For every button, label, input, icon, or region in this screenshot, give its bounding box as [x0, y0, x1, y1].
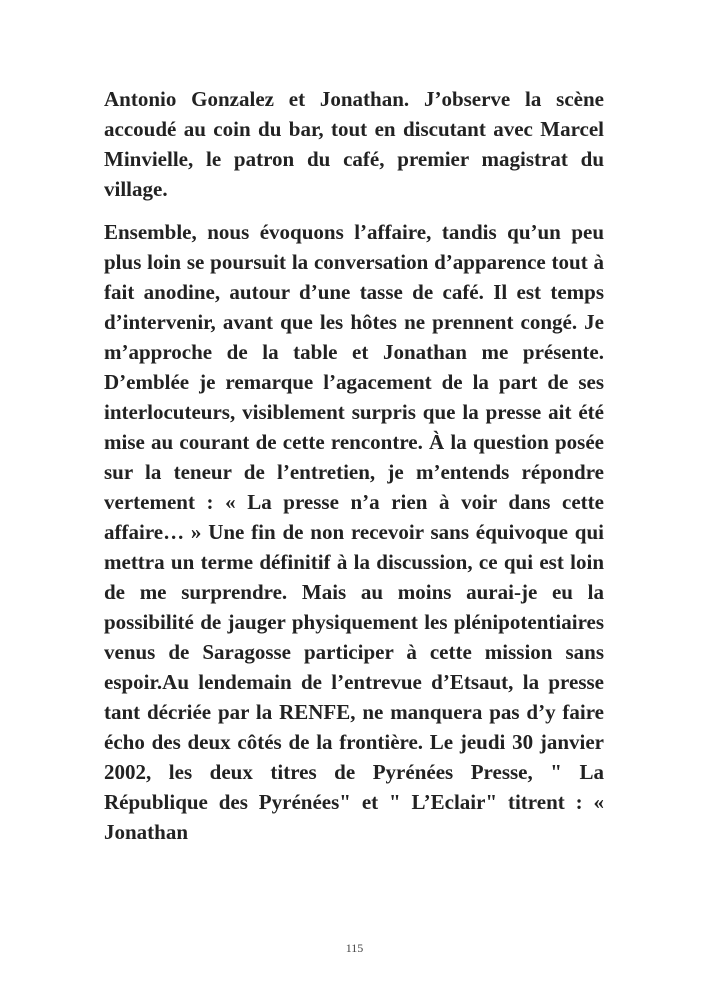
page-number: 115: [345, 941, 364, 955]
paragraph-2: Ensemble, nous évoquons l’affaire, tandis qu’un peu plus loin se poursuit la conversation d’apparence tout à fait anodine, autour d’une tasse de café. Il est temps d’intervenir, avant que les hôtes ne prennent congé. Je m’approche de la table et Jonathan me présente. D’emblée je remarque l’agacement de la part de ses interlocuteurs, visiblement surpris que la presse ait été mise au courant de cette rencontre. À la question posée sur la teneur de l’entretien, je m’entends répondre vertement : « La presse n’a rien à voir dans cette affaire… » Une fin de non recevoir sans équivoque qui mettra un terme définitif à la discussion, ce qui est loin de me surprendre. Mais au moins aurai-je eu la possibilité de jauger physiquement les plénipotentiaires venus de Saragosse participer à cette mission sans espoir.Au lendemain de l’entrevue d’Etsaut, la presse tant décriée par la RENFE, ne manquera pas d’y faire écho des deux côtés de la frontière. Le jeudi 30 janvier 2002, les deux titres de Pyrénées Presse, " La République des Pyrénées" et " L’Eclair" titrent : « Jonathan: [104, 220, 604, 844]
paragraph-1: Antonio Gonzalez et Jonathan. J’observe la scène accoudé au coin du bar, tout en discutant avec Marcel Minvielle, le patron du café, premier magistrat du village.: [104, 87, 604, 201]
